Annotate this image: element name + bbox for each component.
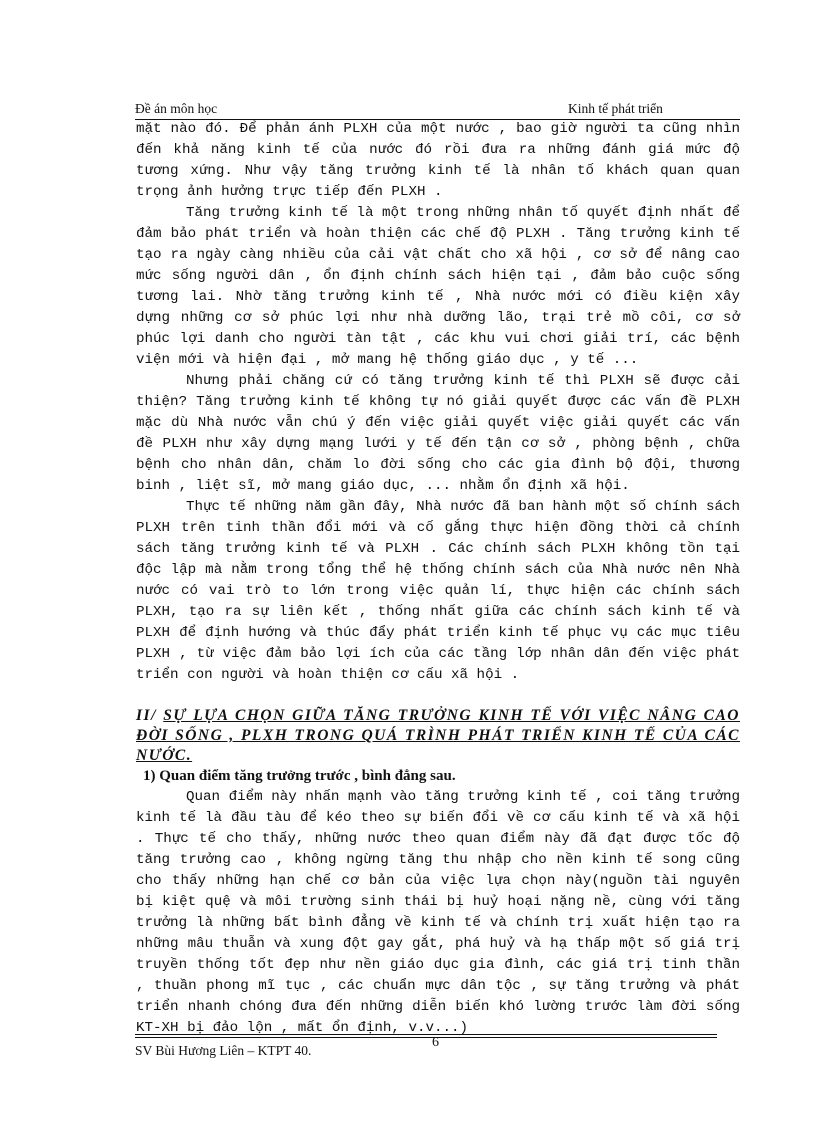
document-body <box>136 119 740 1039</box>
page-header <box>135 101 740 120</box>
subsection-paragraph: Quan điểm này nhấn mạnh vào tăng trưởng kinh tế , coi tăng trưởng kinh tế là đầu tàu để kéo theo sự biến đổi về cơ cấu kinh tế và xã hội . Thực tế cho thấy, những nước theo quan điểm này đã đạt được tốc độ tăng trưởng cao , không ngừng tăng thu nhập cho nền kinh tế song cũng cho thấy những hạn chế cơ bản của việc lựa chọn này(nguồn tài nguyên bị kiệt quệ và môi trường sinh thái bị huỷ hoại nặng nề, cùng với tăng trưởng là những bất bình đẳng về kinh tế và chính trị xuất hiện tạo ra những mâu thuẫn và xung đột gay gắt, phá huỷ và hạ thấp một số giá trị truyền thống tốt đẹp như nền giáo dục gia đình, các giá trị tinh thần , thuần phong mĩ tục , các chuẩn mực dân tộc , sự tăng trưởng và phát triển nhanh chóng đưa đến những diễn biến khó lường trước làm đời sống KT-XH bị đảo lộn , mất ổn định, v.v...) <box>136 789 740 1036</box>
header-course: Đề án môn học <box>135 101 218 116</box>
footer-rule-top <box>135 1034 717 1035</box>
section-number: II/ <box>136 707 164 724</box>
footer-rule-bottom <box>135 1037 717 1038</box>
paragraph-3: Nhưng phải chăng cứ có tăng trưởng kinh tế thì PLXH sẽ được cải thiện? Tăng trưởng kinh tế không tự nó giải quyết được các vấn đề PLXH mặc dù Nhà nước vẫn chú ý đến việc giải quyết việc giải quyết các vấn đề PLXH như xây dựng mạng lưới y tế đến tận cơ sở , phòng bệnh , chữa bệnh cho nhân dân, chăm lo đời sống cho các gia đình bộ đội, thương binh , liệt sĩ, mở mang giáo dục, ... nhằm ổn định xã hội. <box>136 373 740 494</box>
paragraph-1: mặt nào đó. Để phản ánh PLXH của một nước , bao giờ người ta cũng nhìn đến khả năng kinh tế của nước đó rồi đưa ra những đánh giá mức độ tương xứng. Như vậy tăng trưởng kinh tế là nhân tố khách quan quan trọng ảnh hưởng trực tiếp đến PLXH . <box>136 121 740 200</box>
subsection-heading: 1) Quan điểm tăng trưởng trước , bình đẳng sau. <box>143 768 456 784</box>
paragraph-2: Tăng trưởng kinh tế là một trong những nhân tố quyết định nhất để đảm bảo phát triển và hoàn thiện các chế độ PLXH . Tăng trưởng kinh tế tạo ra ngày càng nhiều của cải vật chất cho xã hội , cơ sở để nâng cao mức sống người dân , ổn định chính sách hiện tại , đảm bảo cuộc sống tương lai. Nhờ tăng trưởng kinh tế , Nhà nước mới có điều kiện xây dựng những cơ sở phúc lợi như nhà dưỡng lão, trại trẻ mồ côi, cơ sở phúc lợi danh cho người tàn tật , các khu vui chơi giải trí, các bệnh viện mới và hiện đại , mở mang hệ thống giáo dục , y tế ... <box>136 205 740 368</box>
paragraph-4: Thực tế những năm gần đây, Nhà nước đã ban hành một số chính sách PLXH trên tinh thần đổi mới và cố gắng thực hiện đồng thời cả chính sách tăng trưởng kinh tế và PLXH . Các chính sách PLXH không tồn tại độc lập mà nằm trong tổng thể hệ thống chính sách của Nhà nước nên Nhà nước có vai trò to lớn trong việc quản lí, thực hiện các chính sách PLXH, tạo ra sự liên kết , thống nhất giữa các chính sách kinh tế và PLXH để định hướng và thúc đẩy phát triển kinh tế phục vụ các mục tiêu PLXH , từ việc đảm bảo lợi ích của các tầng lớp nhân dân đến việc phát triển con người và hoàn thiện cơ cấu xã hội . <box>136 499 740 683</box>
header-subject: Kinh tế phát triển <box>568 101 663 116</box>
page-number: 6 <box>432 1035 439 1050</box>
section-title: SỰ LỰA CHỌN GIỮA TĂNG TRƯỞNG KINH TẾ VỚI VIỆC NÂNG CAO ĐỜI SỐNG , PLXH TRONG QUÁ TRÌNH PHÁT TRIỂN KINH TẾ CỦA CÁC NƯỚC. <box>136 707 741 764</box>
section-heading <box>136 706 740 766</box>
footer-author: SV Bùi Hương Liên – KTPT 40. <box>135 1043 312 1058</box>
